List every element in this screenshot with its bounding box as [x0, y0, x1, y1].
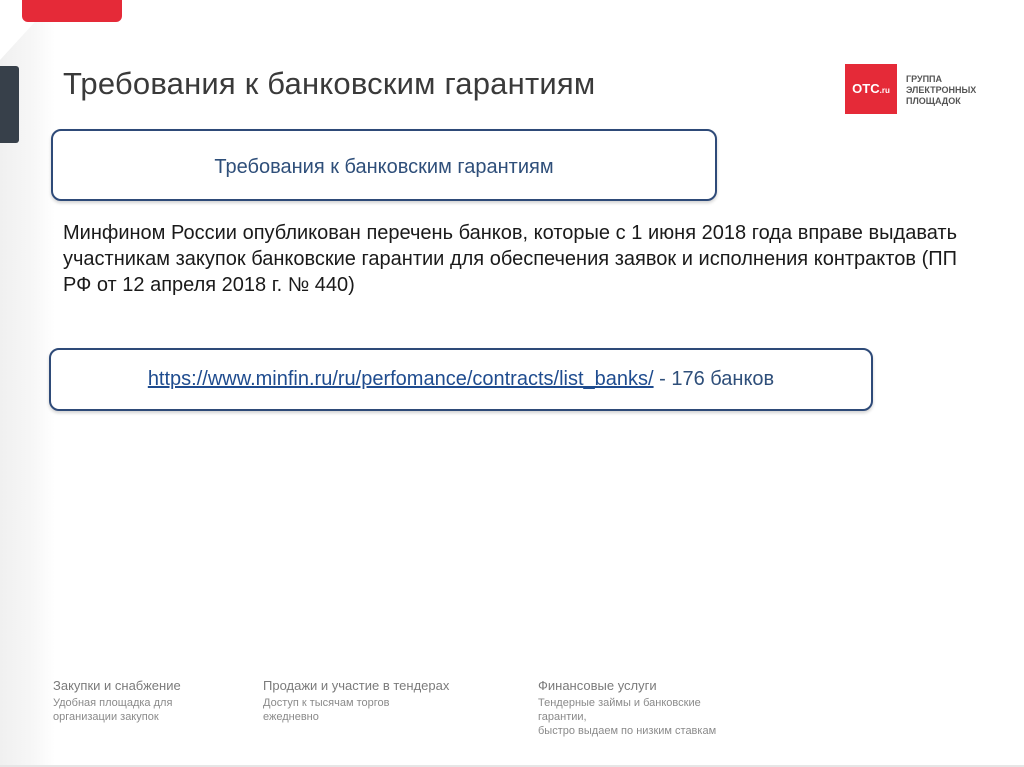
footer-column-text	[263, 696, 449, 724]
logo-caption-line: ПЛОЩАДОК	[906, 96, 961, 106]
footer-line: Удобная площадка для	[53, 697, 173, 709]
footer-column-title: Закупки и снабжение	[53, 678, 181, 693]
footer-line: Тендерные займы и банковские	[538, 697, 701, 709]
footer-column-title: Продажи и участие в тендерах	[263, 678, 450, 693]
footer-line: гарантии,	[538, 711, 587, 723]
footer-column-title: Финансовые услуги	[538, 678, 657, 693]
side-tab-marker	[0, 66, 19, 143]
footer-line: Доступ к тысячам торгов	[263, 697, 390, 709]
top-accent-tab	[22, 0, 122, 22]
logo-badge	[845, 64, 897, 114]
minfin-banks-link[interactable]: https://www.minfin.ru/ru/perfomance/contracts/list_banks/	[147, 368, 654, 390]
logo-brand-suffix: .ru	[879, 86, 890, 95]
footer-column-text	[538, 696, 716, 738]
body-paragraph: Минфином России опубликован перечень банков, которые с 1 июня 2018 года вправе выдавать участникам закупок банковские гарантии для обеспечения заявок и исполнения контрактов (ПП РФ от 12 апреля 2018 г. № 440)	[63, 222, 957, 296]
logo-caption-line: ЭЛЕКТРОННЫХ	[906, 85, 977, 95]
banks-count-text: - 176 банков	[653, 368, 775, 390]
footer-line: ежедневно	[263, 711, 319, 723]
logo-caption	[906, 74, 986, 107]
link-box	[49, 348, 873, 411]
footer-line: быстро выдаем по низким ставкам	[538, 725, 717, 737]
footer-line: организации закупок	[53, 711, 159, 723]
heading-box: Требования к банковским гарантиям	[51, 129, 717, 201]
page-title: Требования к банковским гарантиям	[63, 66, 596, 101]
footer-column-sales	[263, 678, 449, 724]
logo-caption-line: ГРУППА	[906, 74, 943, 84]
footer-column-text	[53, 696, 181, 724]
footer-column-procurement	[53, 678, 181, 724]
footer-column-finance	[538, 678, 716, 738]
logo-brand: ОТС	[852, 81, 880, 96]
